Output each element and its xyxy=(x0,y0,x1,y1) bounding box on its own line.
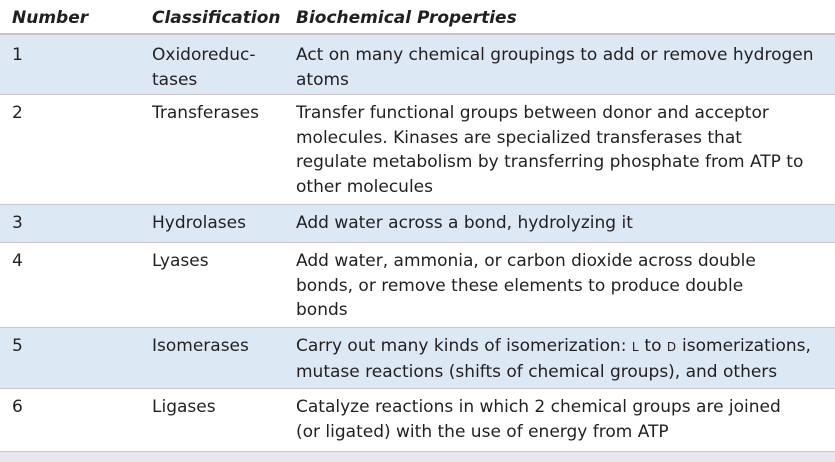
row-number: 2 xyxy=(12,103,23,123)
table-row xyxy=(0,95,835,204)
row-properties xyxy=(296,43,814,92)
property-line: atoms xyxy=(296,69,349,90)
property-line: (or ligated) with the use of energy from ATP xyxy=(296,421,669,442)
header-number: Number xyxy=(12,8,89,28)
row-properties xyxy=(296,211,633,236)
property-line: Add water across a bond, hydrolyzing it xyxy=(296,213,633,233)
row-classification xyxy=(152,101,259,126)
property-text: isomerizations, xyxy=(676,336,811,356)
header-properties: Biochemical Properties xyxy=(296,8,517,28)
row-number: 1 xyxy=(12,45,23,65)
property-text: Carry out many kinds of isomerization: xyxy=(296,336,632,356)
property-line: mutase reactions (shifts of chemical groups), and others xyxy=(296,361,778,382)
classification-line: Oxidoreduc- xyxy=(152,45,256,65)
property-line: other molecules xyxy=(296,176,433,197)
row-number: 4 xyxy=(12,251,23,271)
row-properties xyxy=(296,249,756,323)
property-line xyxy=(296,334,811,360)
row-number: 6 xyxy=(12,397,23,417)
property-line: Transfer functional groups between donor and acceptor xyxy=(296,103,769,123)
table-row xyxy=(0,243,835,327)
property-text: to xyxy=(639,336,667,356)
small-caps-d: D xyxy=(666,340,677,354)
row-number: 3 xyxy=(12,213,23,233)
row-properties xyxy=(296,334,811,384)
row-properties xyxy=(296,395,781,444)
header-classification: Classification xyxy=(152,8,281,28)
property-line: bonds xyxy=(296,300,348,320)
property-line: bonds, or remove these elements to produce double xyxy=(296,275,744,296)
row-classification xyxy=(152,249,209,274)
classification-line: Ligases xyxy=(152,397,216,417)
table-row xyxy=(0,37,835,94)
property-line: molecules. Kinases are specialized transferases that xyxy=(296,127,742,148)
row-number: 5 xyxy=(12,336,23,356)
row-classification xyxy=(152,43,255,92)
classification-line: Isomerases xyxy=(152,336,249,356)
table-row xyxy=(0,328,835,388)
row-classification xyxy=(152,395,216,420)
property-line: Catalyze reactions in which 2 chemical groups are joined xyxy=(296,397,781,417)
classification-line: Hydrolases xyxy=(152,213,246,233)
row-classification xyxy=(152,334,249,359)
table-row xyxy=(0,205,835,242)
row-classification xyxy=(152,211,246,236)
property-line: regulate metabolism by transferring phosphate from ATP to xyxy=(296,152,804,172)
row-properties xyxy=(296,101,803,199)
property-line: Act on many chemical groupings to add or remove hydrogen xyxy=(296,45,814,65)
small-caps-l: L xyxy=(631,340,640,354)
classification-line: tases xyxy=(152,69,198,90)
table-header-row xyxy=(0,0,835,35)
table-row xyxy=(0,389,835,451)
classification-line: Transferases xyxy=(152,103,259,123)
row-divider xyxy=(0,451,835,452)
classification-line: Lyases xyxy=(152,251,209,271)
property-line: Add water, ammonia, or carbon dioxide across double xyxy=(296,251,756,271)
